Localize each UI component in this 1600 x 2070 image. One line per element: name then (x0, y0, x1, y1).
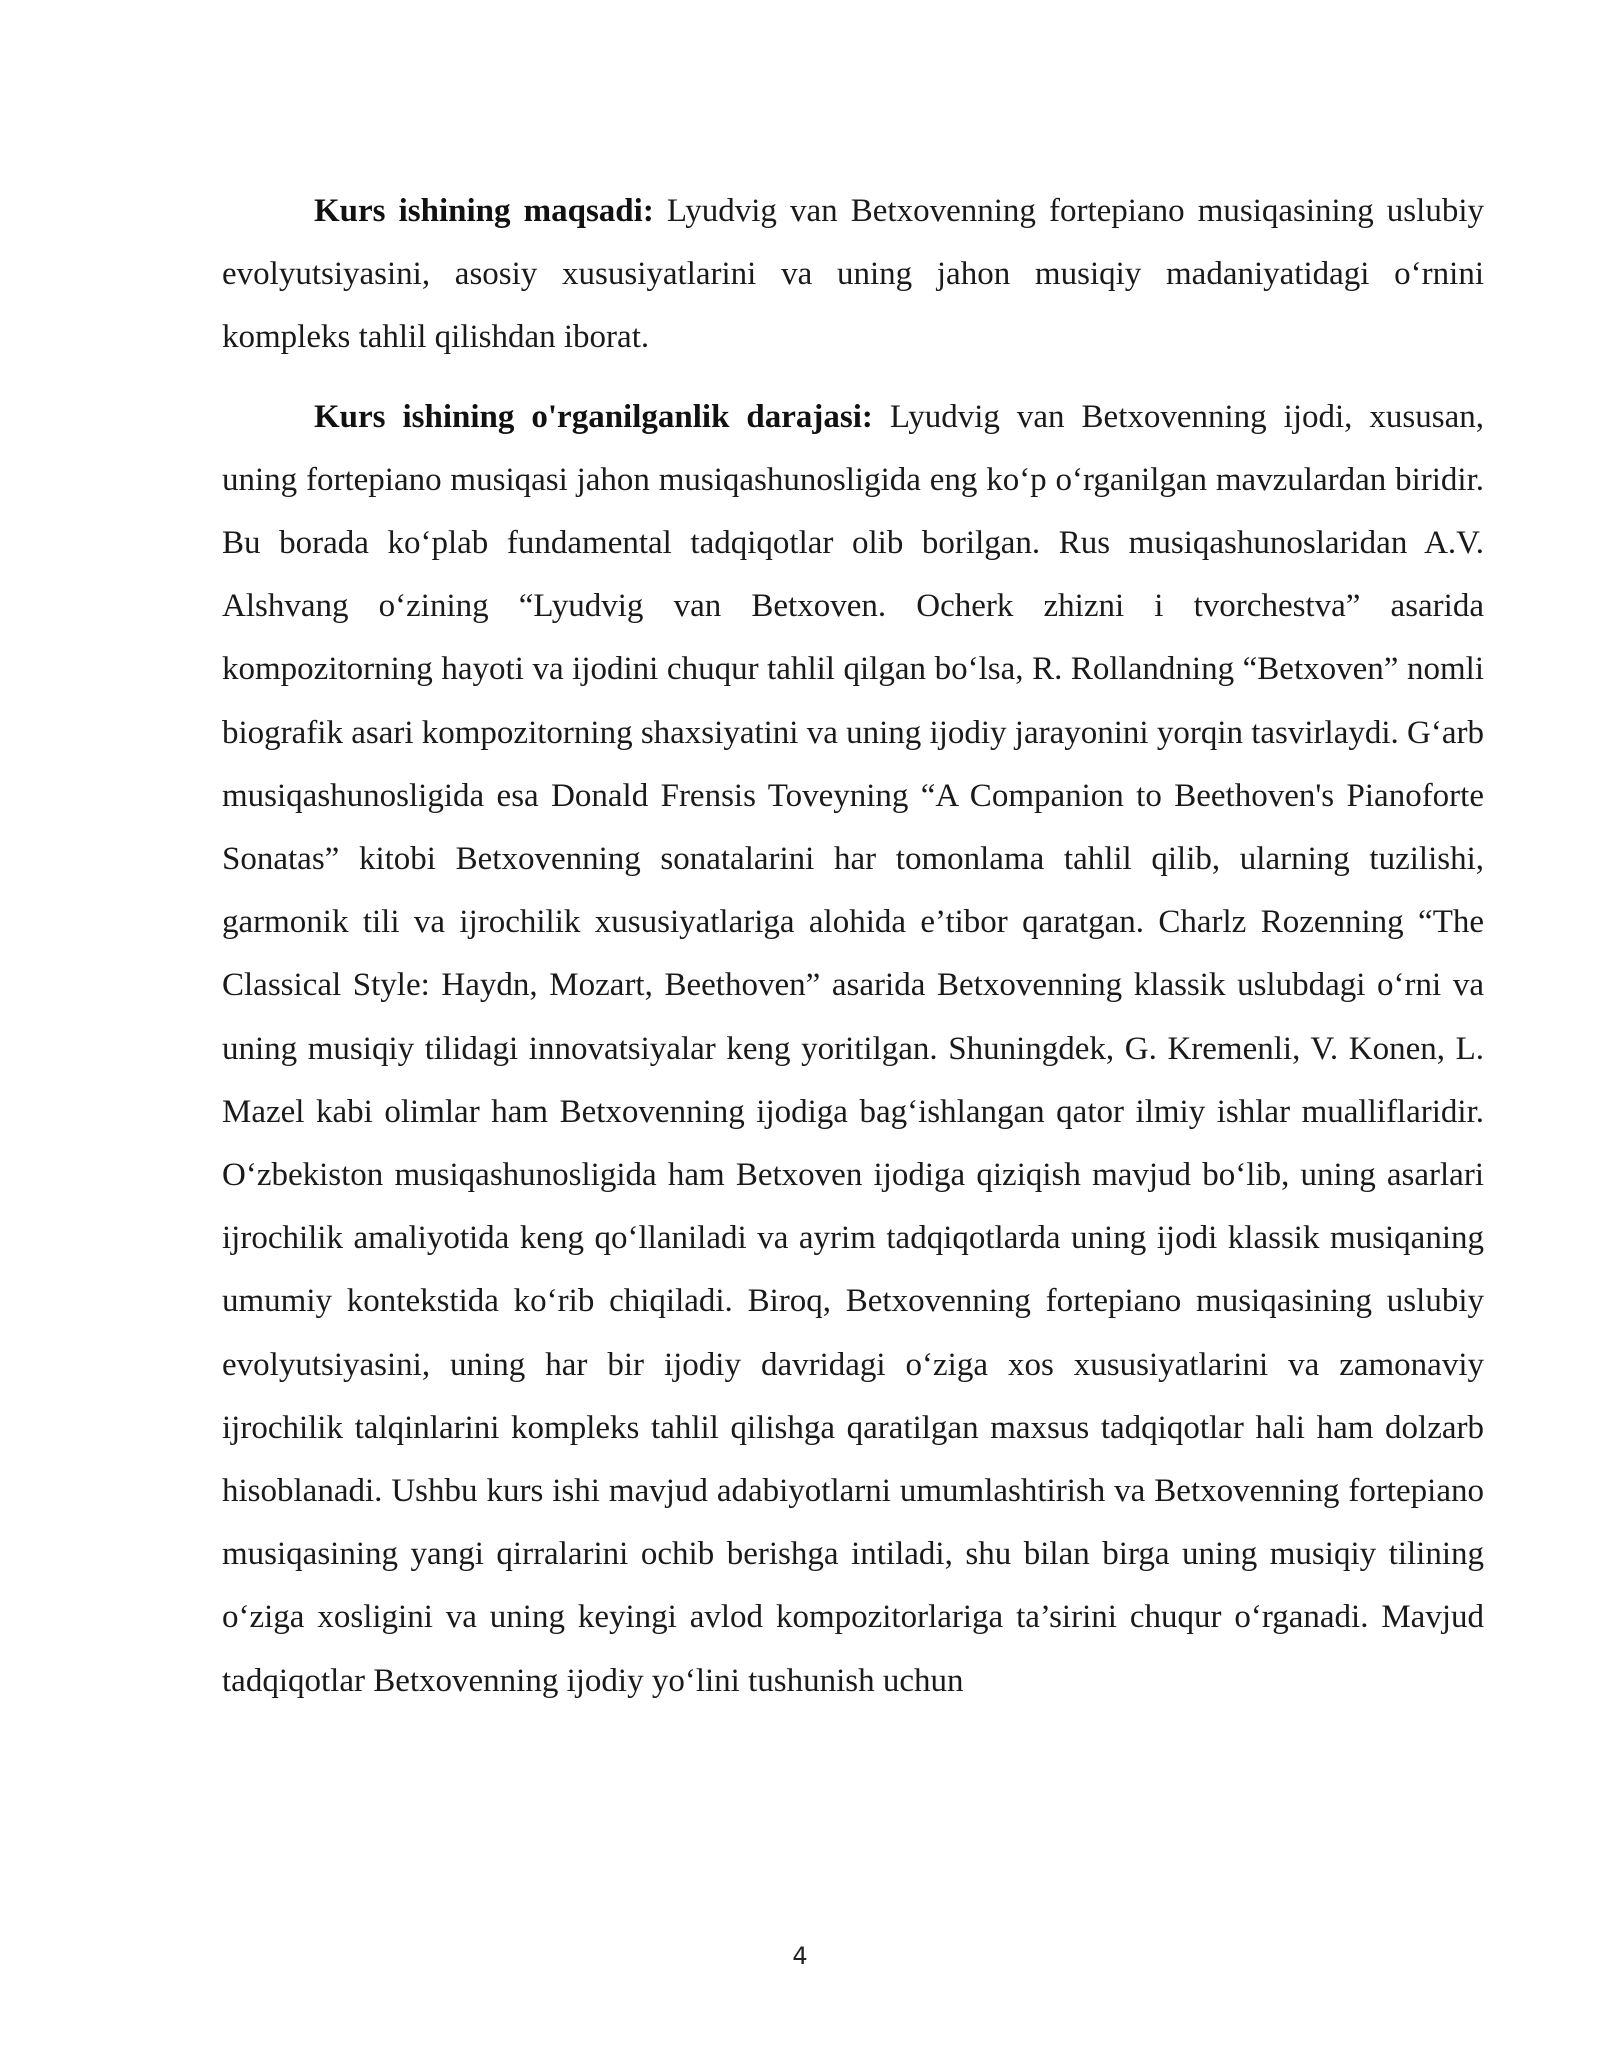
paragraph-purpose (222, 180, 1484, 370)
paragraph-study-degree-text: Lyudvig van Betxovenning ijodi, xususan, uning fortepiano musiqasi jahon musiqashunosligida eng ko‘p o‘rganilgan mavzulardan biridir. Bu borada ko‘plab fundamental tadqiqotlar olib borilgan. Rus musiqashunoslaridan A.V. Alshvang o‘zining “Lyudvig van Betxoven. Ocherk zhizni i tvorchestva” asarida kompozitorning hayoti va ijodini chuqur tahlil qilgan bo‘lsa, R. Rollandning “Betxoven” nomli biografik asari kompozitorning shaxsiyatini va uning ijodiy jarayonini yorqin tasvirlaydi. G‘arb musiqashunosligida esa Donald Frensis Toveyning “A Companion to Beethoven's Pianoforte Sonatas” kitobi Betxovenning sonatalarini har tomonlama tahlil qilib, ularning tuzilishi, garmonik tili va ijrochilik xususiyatlariga alohida e’tibor qaratgan. Charlz Rozenning “The Classical Style: Haydn, Mozart, Beethoven” asarida Betxovenning klassik uslubdagi o‘rni va uning musiqiy tilidagi innovatsiyalar keng yoritilgan. Shuningdek, G. Kremenli, V. Konen, L. Mazel kabi olimlar ham Betxovenning ijodiga bag‘ishlangan qator ilmiy ishlar mualliflaridir. O‘zbekiston musiqashunosligida ham Betxoven ijodiga qiziqish mavjud bo‘lib, uning asarlari ijrochilik amaliyotida keng qo‘llaniladi va ayrim tadqiqotlarda uning ijodi klassik musiqaning umumiy kontekstida ko‘rib chiqiladi. Biroq, Betxovenning fortepiano musiqasining uslubiy evolyutsiyasini, uning har bir ijodiy davridagi o‘ziga xos xususiyatlarini va zamonaviy ijrochilik talqinlarini kompleks tahlil qilishga qaratilgan maxsus tadqiqotlar hali ham dolzarb hisoblanadi. Ushbu kurs ishi mavjud adabiyotlarni umumlashtirish va Betxovenning fortepiano musiqasining yangi qirralarini ochib berishga intiladi, shu bilan birga uning musiqiy tilining o‘ziga xosligini va uning keyingi avlod kompozitorlariga ta’sirini chuqur o‘rganadi. Mavjud tadqiqotlar Betxovenning ijodiy yo‘lini tushunish uchun (222, 398, 1484, 1699)
document-body (222, 180, 1484, 1713)
paragraph-study-degree-heading: Kurs ishining o'rganilganlik darajasi: (314, 398, 873, 435)
paragraph-purpose-text: Lyudvig van Betxovenning fortepiano musiqasining uslubiy evolyutsiyasini, asosiy xususiyatlarini va uning jahon musiqiy madaniyatidagi o‘rnini kompleks tahlil qilishdan iborat. (222, 193, 1484, 356)
paragraph-purpose-heading: Kurs ishining maqsadi: (314, 193, 654, 229)
paragraph-study-degree (222, 386, 1484, 1713)
page-number: 4 (792, 1942, 808, 1970)
